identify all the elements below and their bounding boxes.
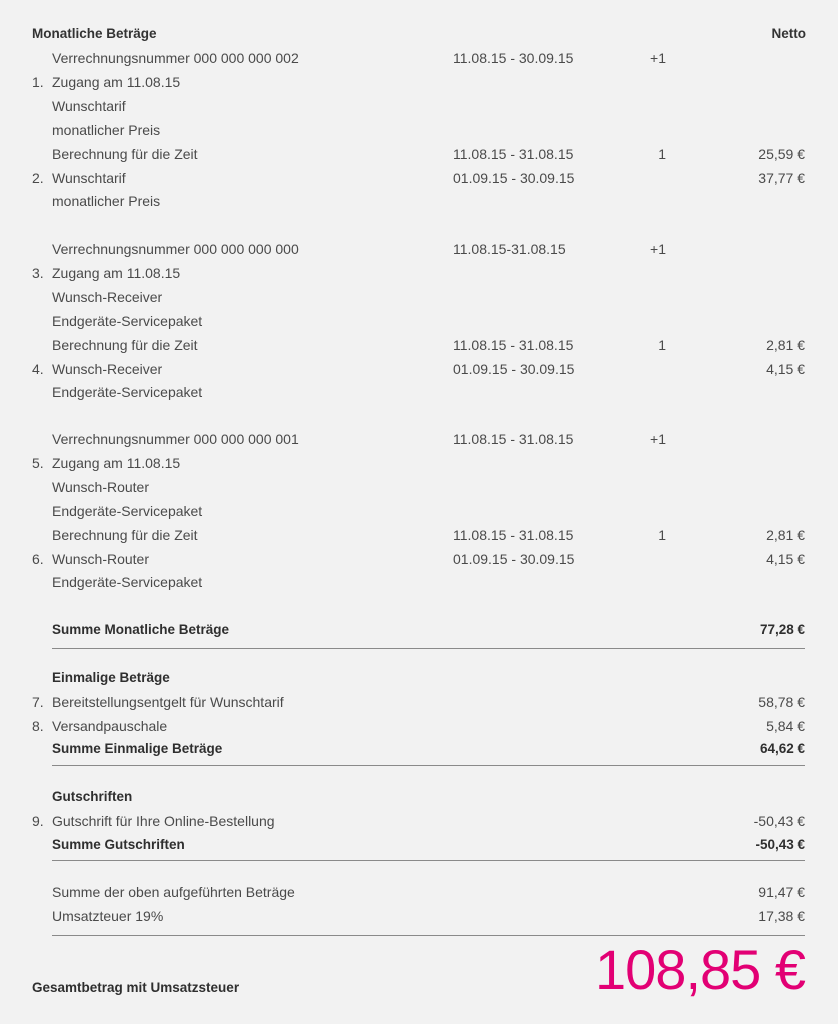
item-amount: 2,81 € [766,337,805,353]
line-item [0,479,838,499]
line-item [0,289,838,309]
subtotal-row [0,884,838,904]
netto-column-header: Netto [771,26,806,41]
divider [52,935,805,936]
item-amount: 4,15 € [766,361,805,377]
item-label: Verrechnungsnummer 000 000 000 002 [52,50,299,66]
grand-total-amount: 108,85 € [595,938,805,1001]
summary-label: Summe Gutschriften [52,837,185,852]
summary-amount: 64,62 € [759,741,805,756]
item-number: 9. [32,813,44,829]
item-label: Endgeräte-Servicepaket [52,313,203,329]
line-item [0,551,838,571]
line-item [0,122,838,142]
item-amount: 58,78 € [758,694,805,710]
item-label: Verrechnungsnummer 000 000 000 000 [52,241,299,257]
subtotal-amount: 91,47 € [758,884,805,900]
item-label: Wunsch-Router [52,479,150,495]
item-amount: 4,15 € [766,551,805,567]
line-item [0,98,838,118]
vat-label: Umsatzteuer 19% [52,908,164,924]
summary-row-monthly [0,622,838,642]
item-period: 01.09.15 - 30.09.15 [453,551,575,567]
summary-amount: 77,28 € [759,622,805,637]
item-amount: -50,43 € [753,813,805,829]
item-label: Bereitstellungsentgelt für Wunschtarif [52,694,284,710]
item-label: Wunsch-Receiver [52,361,163,377]
item-number: 4. [32,361,44,377]
summary-row-one-time [0,741,838,761]
line-item [0,718,838,738]
line-item [0,146,838,166]
item-label: Wunschtarif [52,170,126,186]
item-amount: 25,59 € [758,146,805,162]
item-quantity: 1 [658,337,666,353]
line-item [0,337,838,357]
item-number: 5. [32,455,44,471]
item-number: 7. [32,694,44,710]
item-label: Versandpauschale [52,718,168,734]
item-period: 11.08.15-31.08.15 [453,241,566,257]
item-label: monatlicher Preis [52,122,161,138]
item-label: Endgeräte-Servicepaket [52,574,203,590]
vat-row [0,908,838,928]
item-label: Berechnung für die Zeit [52,146,198,162]
item-label: Wunsch-Router [52,551,150,567]
summary-amount: -50,43 € [755,837,805,852]
item-label: Endgeräte-Servicepaket [52,384,203,400]
item-period: 11.08.15 - 30.09.15 [453,50,574,66]
section-title: Monatliche Beträge [32,26,157,41]
section-heading-one-time [0,670,838,690]
item-period: 11.08.15 - 31.08.15 [453,337,574,353]
summary-label: Summe Monatliche Beträge [52,622,230,637]
summary-row-credits [0,837,838,857]
section-heading: Einmalige Beträge [52,670,170,685]
divider [52,860,805,861]
item-quantity: +1 [650,431,666,447]
item-label: Wunschtarif [52,98,126,114]
item-label: Verrechnungsnummer 000 000 000 001 [52,431,299,447]
item-label: Zugang am 11.08.15 [52,74,181,90]
item-period: 11.08.15 - 31.08.15 [453,146,574,162]
grand-total-label: Gesamtbetrag mit Umsatzsteuer [32,980,240,995]
item-quantity: +1 [650,241,666,257]
summary-label: Summe Einmalige Beträge [52,741,223,756]
item-quantity: +1 [650,50,666,66]
item-number: 3. [32,265,44,281]
section-header [32,26,806,46]
subtotal-label: Summe der oben aufgeführten Beträge [52,884,295,900]
line-item [0,50,838,70]
divider [52,765,805,766]
line-item [0,694,838,714]
item-number: 1. [32,74,44,90]
line-item [0,574,838,594]
item-label: monatlicher Preis [52,193,161,209]
line-item [0,313,838,333]
line-item [0,170,838,190]
item-period: 11.08.15 - 31.08.15 [453,527,574,543]
line-item [0,361,838,381]
item-label: Zugang am 11.08.15 [52,265,181,281]
item-label: Endgeräte-Servicepaket [52,503,203,519]
line-item [0,265,838,285]
item-number: 8. [32,718,44,734]
item-amount: 2,81 € [766,527,805,543]
item-period: 01.09.15 - 30.09.15 [453,170,575,186]
line-item [0,384,838,404]
line-item [0,503,838,523]
item-label: Gutschrift für Ihre Online-Bestellung [52,813,275,829]
item-label: Zugang am 11.08.15 [52,455,181,471]
line-item [0,193,838,213]
line-item [0,431,838,451]
item-label: Berechnung für die Zeit [52,527,198,543]
section-heading-credits [0,789,838,809]
item-period: 01.09.15 - 30.09.15 [453,361,575,377]
vat-amount: 17,38 € [758,908,805,924]
item-amount: 5,84 € [766,718,805,734]
item-label: Berechnung für die Zeit [52,337,198,353]
line-item [0,74,838,94]
line-item [0,241,838,261]
item-period: 11.08.15 - 31.08.15 [453,431,574,447]
item-label: Wunsch-Receiver [52,289,163,305]
divider [52,648,805,649]
line-item [0,527,838,547]
line-item [0,813,838,833]
item-number: 6. [32,551,44,567]
item-number: 2. [32,170,44,186]
item-quantity: 1 [658,146,666,162]
section-heading: Gutschriften [52,789,133,804]
item-quantity: 1 [658,527,666,543]
line-item [0,455,838,475]
item-amount: 37,77 € [758,170,805,186]
